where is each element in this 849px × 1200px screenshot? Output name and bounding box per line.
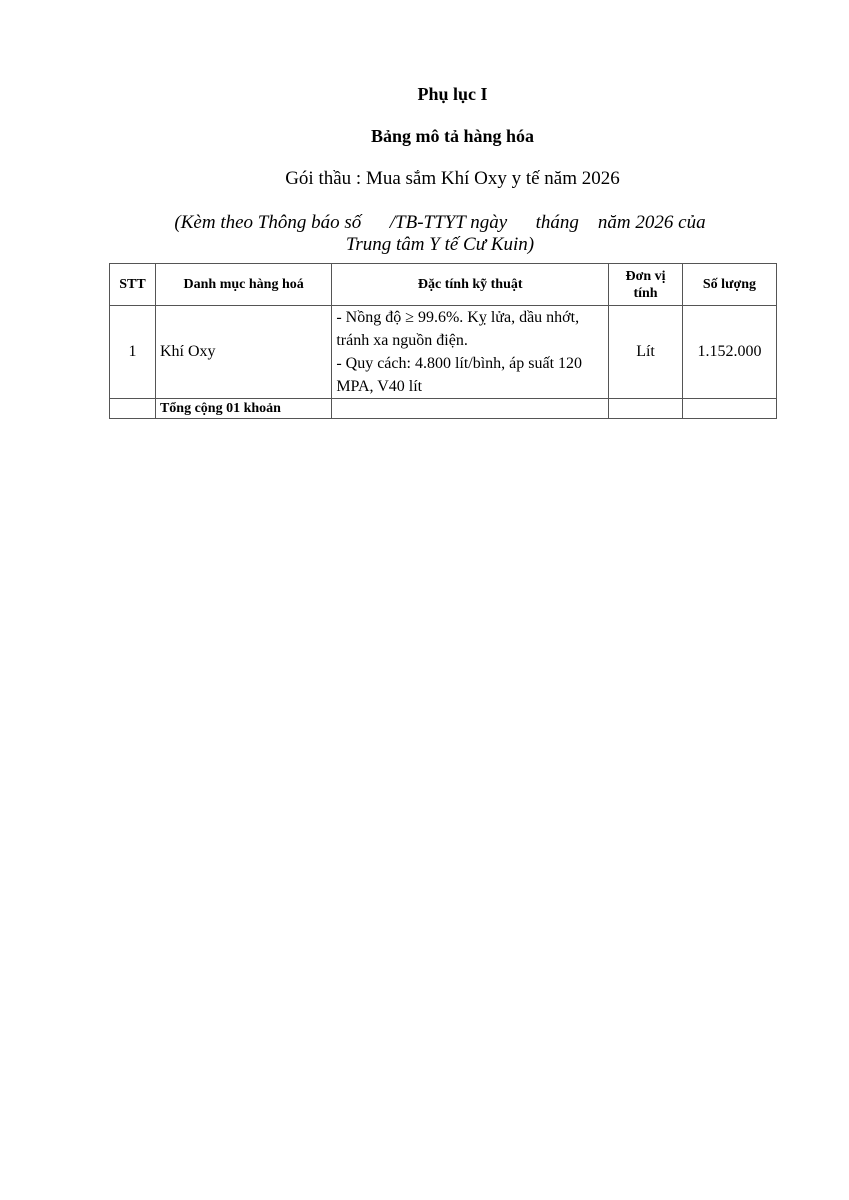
header-specification: Đặc tính kỹ thuật <box>332 264 609 306</box>
table-title: Bảng mô tả hàng hóa <box>370 126 535 146</box>
cell-item-name: Khí Oxy <box>155 306 331 399</box>
cell-unit: Lít <box>609 306 683 399</box>
header-stt: STT <box>110 264 156 306</box>
total-empty-stt <box>110 399 156 419</box>
total-empty-quantity <box>682 399 776 419</box>
cell-quantity: 1.152.000 <box>682 306 776 399</box>
cell-stt: 1 <box>110 306 156 399</box>
spec-line-1: - Nồng độ ≥ 99.6%. Kỵ lửa, dầu nhớt, tránh xa nguồn điện. <box>336 309 580 349</box>
cell-specification <box>332 306 609 399</box>
total-empty-unit <box>609 399 683 419</box>
reference-note-line-1: (Kèm theo Thông báo số /TB-TTYT ngày tháng năm 2026 của <box>174 212 706 233</box>
total-empty-spec <box>332 399 609 419</box>
appendix-heading: Phụ lục I <box>417 84 488 104</box>
spec-line-2: - Quy cách: 4.800 lít/bình, áp suất 120 MPA, V40 lít <box>336 355 583 395</box>
goods-table <box>109 263 777 419</box>
table-row <box>110 306 777 399</box>
total-row <box>110 399 777 419</box>
package-title: Gói thầu : Mua sắm Khí Oxy y tế năm 2026 <box>285 168 620 189</box>
header-quantity: Số lượng <box>682 264 776 306</box>
table-header-row <box>110 264 777 306</box>
header-unit: Đơn vị tính <box>609 264 683 306</box>
reference-note-line-2: Trung tâm Y tế Cư Kuin) <box>345 234 535 255</box>
total-label: Tổng cộng 01 khoản <box>155 399 331 419</box>
header-item-name: Danh mục hàng hoá <box>155 264 331 306</box>
